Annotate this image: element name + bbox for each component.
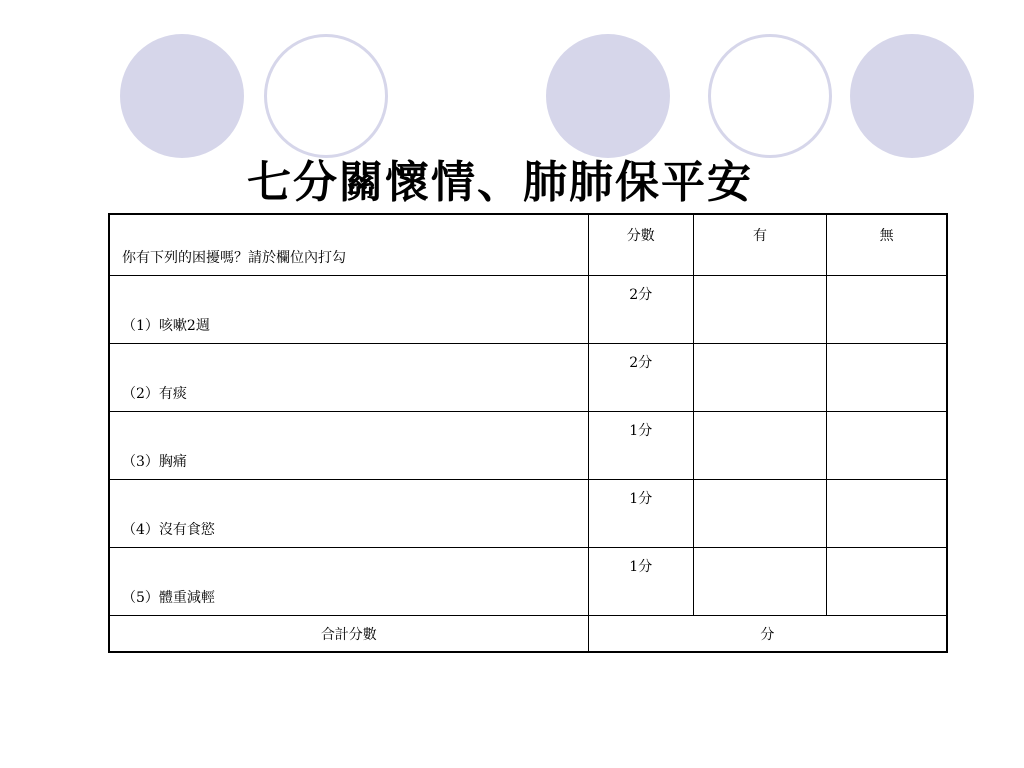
symptom-label: （3）胸痛 <box>122 454 187 470</box>
symptom-cell <box>109 344 588 412</box>
header-question-cell <box>109 214 588 276</box>
table-row <box>109 412 947 480</box>
score-cell <box>588 480 693 548</box>
total-label: 合計分數 <box>320 626 377 643</box>
decor-circle-3 <box>546 34 670 158</box>
yes-checkbox-cell[interactable] <box>693 276 826 344</box>
symptom-cell <box>109 276 588 344</box>
header-yes-cell <box>693 214 826 276</box>
table-row <box>109 276 947 344</box>
symptom-score: 1分 <box>629 423 653 439</box>
symptom-score: 2分 <box>629 287 653 303</box>
total-unit: 分 <box>760 626 775 643</box>
symptom-score: 1分 <box>629 491 653 507</box>
total-label-cell <box>109 616 588 653</box>
yes-checkbox-cell[interactable] <box>693 548 826 616</box>
decor-circle-4 <box>708 34 832 158</box>
score-cell <box>588 276 693 344</box>
symptom-checklist-table <box>108 213 948 653</box>
no-checkbox-cell[interactable] <box>827 412 947 480</box>
total-row <box>109 616 947 653</box>
header-no: 無 <box>879 228 894 244</box>
no-checkbox-cell[interactable] <box>827 276 947 344</box>
yes-checkbox-cell[interactable] <box>693 480 826 548</box>
symptom-cell <box>109 548 588 616</box>
decor-circle-2 <box>264 34 388 158</box>
symptom-label: （4）沒有食慾 <box>122 522 215 538</box>
yes-checkbox-cell[interactable] <box>693 344 826 412</box>
yes-checkbox-cell[interactable] <box>693 412 826 480</box>
symptom-cell <box>109 412 588 480</box>
header-no-cell <box>827 214 947 276</box>
header-score-cell <box>588 214 693 276</box>
score-cell <box>588 548 693 616</box>
no-checkbox-cell[interactable] <box>827 344 947 412</box>
symptom-score: 2分 <box>629 355 653 371</box>
table-row <box>109 548 947 616</box>
no-checkbox-cell[interactable] <box>827 548 947 616</box>
symptom-label: （1）咳嗽2週 <box>122 318 210 334</box>
symptom-label: （2）有痰 <box>122 386 187 402</box>
score-cell <box>588 412 693 480</box>
symptom-cell <box>109 480 588 548</box>
header-yes: 有 <box>753 228 768 244</box>
header-question: 你有下列的困擾嗎？請於欄位內打勾 <box>122 250 346 266</box>
symptom-label: （5）體重減輕 <box>122 590 215 606</box>
table-header-row <box>109 214 947 276</box>
decor-circle-1 <box>120 34 244 158</box>
table-row <box>109 344 947 412</box>
symptom-score: 1分 <box>629 559 653 575</box>
no-checkbox-cell[interactable] <box>827 480 947 548</box>
page-title: 七分關懷情、肺肺保平安 <box>247 157 753 208</box>
total-score-cell[interactable] <box>588 616 947 653</box>
score-cell <box>588 344 693 412</box>
header-score: 分數 <box>626 228 655 244</box>
decor-circle-5 <box>850 34 974 158</box>
table-row <box>109 480 947 548</box>
